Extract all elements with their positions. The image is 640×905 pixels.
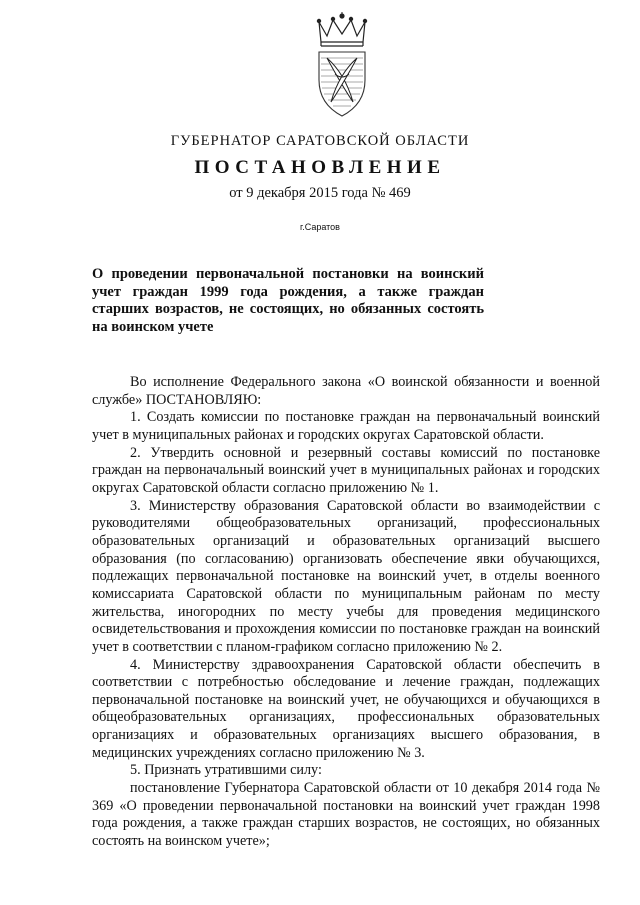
paragraph-item-5: 5. Признать утратившими силу: [130,762,322,779]
coat-of-arms-icon [305,12,379,124]
document-body [92,374,600,851]
paragraph-item-3: 3. Министерству образования Саратовской области во взаимодействии с руководителями общеобразовательных организаций, профессиональных образовательных организаций и образовательных организаций высшего образования (по согласованию) организовать обеспечение явки обучающихся, подлежащих первоначальной постановке на воинский учет, в отделы военного комиссариата Саратовской области по муниципальным районам по месту жительства, иногородних по месту учебы для проведения медицинского освидетельствования и прохождения комиссии по постановке граждан на воинский учет в соответствии с планом-графиком согласно приложению № 2. [92,497,600,655]
paragraph-preamble: Во исполнение Федерального закона «О воинской обязанности и военной службе» ПОСТАНОВЛЯЮ: [92,374,600,408]
paragraph-item-1: 1. Создать комиссии по постановке граждан на первоначальный воинский учет в муниципальных районах и городских округах Саратовской области. [92,409,600,443]
paragraph-item-2: 2. Утвердить основной и резервный составы комиссий по постановке граждан на первоначальный воинский учет в муниципальных районах и городских округах Саратовской области согласно приложению № 1. [92,444,600,496]
document-date-number: от 9 декабря 2015 года № 469 [229,185,411,201]
document-title: О проведении первоначальной постановки на воинский учет граждан 1999 года рождения, а также граждан старших возрастов, не состоящих, но обязанных состоять на воинском учете [92,266,484,335]
document-city: г.Саратов [300,222,340,232]
paragraph-item-4: 4. Министерству здравоохранения Саратовской области обеспечить в соответствии с потребностью обследование и лечение граждан, подлежащих первоначальной постановке на воинский учет, не обучающихся и обучающихся в общеобразовательных организациях, профессиональных образовательных организациях и образовательных организациях высшего образования, в медицинских учреждениях согласно приложению № 3. [92,656,600,761]
authority-heading: ГУБЕРНАТОР САРАТОВСКОЙ ОБЛАСТИ [170,133,470,149]
document-type-heading: ПОСТАНОВЛЕНИЕ [194,157,446,178]
paragraph-item-5-1: постановление Губернатора Саратовской области от 10 декабря 2014 года № 369 «О проведении первоначальной постановки на воинский учет граждан 1998 года рождения, а также граждан старших возрастов, не состоящих, но обязанных состоять на воинском учете»; [92,780,600,850]
